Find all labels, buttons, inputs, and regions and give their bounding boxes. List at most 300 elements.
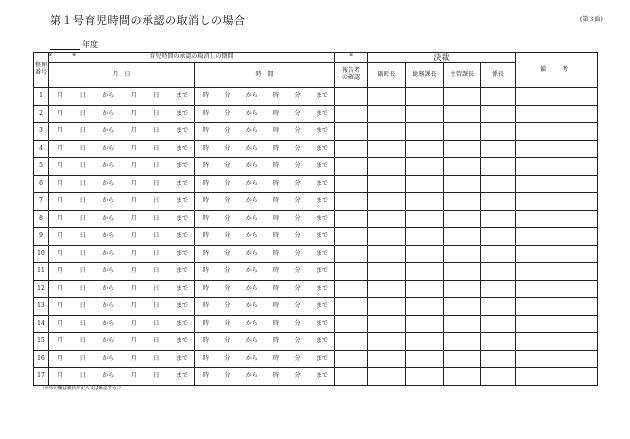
time-range-cell-part: 分 (294, 162, 301, 170)
date-range-cell-part: 月 (130, 232, 137, 240)
decision-cell-1[interactable] (406, 280, 444, 298)
time-range-cell[interactable] (195, 333, 335, 351)
decision-cell-3[interactable] (481, 123, 516, 141)
table-row (34, 88, 598, 106)
notes-cell[interactable] (516, 193, 598, 211)
decision-cell-3[interactable] (481, 88, 516, 106)
decision-cell-1[interactable] (406, 368, 444, 386)
decision-cell-0[interactable] (368, 333, 406, 351)
checker-cell[interactable] (335, 175, 368, 193)
row-number: 7 (34, 193, 49, 211)
decision-cell-2[interactable] (444, 175, 481, 193)
decision-cell-1[interactable] (406, 140, 444, 158)
date-range-cell[interactable] (49, 123, 195, 141)
decision-cell-3[interactable] (481, 298, 516, 316)
time-range-cell-part: 時 (203, 127, 210, 135)
table-row (34, 245, 598, 263)
decision-cell-3[interactable] (481, 315, 516, 333)
time-range-cell-part: まで (315, 372, 328, 380)
date-range-cell-part: 日 (79, 354, 86, 362)
decision-cell-0[interactable] (368, 193, 406, 211)
decision-cell-2[interactable] (444, 158, 481, 176)
notes-cell[interactable] (516, 350, 598, 368)
time-range-cell-part: 分 (294, 319, 301, 327)
decision-cell-3[interactable] (481, 245, 516, 263)
date-range-cell-part: まで (175, 109, 188, 117)
decision-cell-2[interactable] (444, 193, 481, 211)
time-range-cell[interactable] (195, 175, 335, 193)
time-range-cell-part: まで (315, 144, 328, 152)
date-range-cell-part: から (102, 144, 115, 152)
time-range-cell-part: 分 (224, 214, 231, 222)
row-number: 2 (34, 105, 49, 123)
decision-cell-0[interactable] (368, 123, 406, 141)
date-range-cell-part: から (102, 109, 115, 117)
page-title: 第１号育児時間の承認の取消しの場合 (50, 14, 246, 27)
date-range-cell-part: 月 (130, 302, 137, 310)
date-range-cell[interactable] (49, 210, 195, 228)
date-range-cell[interactable] (49, 88, 195, 106)
date-range-cell-part: 日 (153, 372, 160, 380)
time-range-cell-part: 時 (273, 267, 280, 275)
table-row (34, 368, 598, 386)
date-range-cell-part: 月 (57, 162, 64, 170)
date-range-cell[interactable] (49, 158, 195, 176)
decision-cell-0[interactable] (368, 315, 406, 333)
decision-group-header: 決裁 (368, 53, 516, 63)
date-range-cell-part: 日 (153, 109, 160, 117)
time-range-cell-part: まで (315, 354, 328, 362)
table-row (34, 193, 598, 211)
decision-cell-1[interactable] (406, 158, 444, 176)
decision-cell-2[interactable] (444, 315, 481, 333)
decision-cell-3[interactable] (481, 105, 516, 123)
checker-cell[interactable] (335, 140, 368, 158)
table-row (34, 315, 598, 333)
time-range-cell-part: から (245, 197, 258, 205)
row-number: 14 (34, 315, 49, 333)
checker-cell[interactable] (335, 193, 368, 211)
decision-cell-1[interactable] (406, 298, 444, 316)
notes-cell[interactable] (516, 315, 598, 333)
date-range-cell-part: まで (175, 144, 188, 152)
time-range-cell-part: 時 (273, 249, 280, 257)
time-range-cell-part: まで (315, 214, 328, 222)
date-range-cell-part: 月 (130, 144, 137, 152)
period-group-header (49, 53, 335, 63)
row-number: 16 (34, 350, 49, 368)
decision-cell-0[interactable] (368, 263, 406, 281)
time-range-cell-part: 時 (203, 144, 210, 152)
decision-cell-2[interactable] (444, 333, 481, 351)
date-range-cell[interactable] (49, 280, 195, 298)
checker-marker-cell (335, 53, 368, 63)
time-range-cell-part: 時 (273, 127, 280, 135)
date-range-cell-part: から (102, 214, 115, 222)
notes-cell[interactable] (516, 298, 598, 316)
notes-cell[interactable] (516, 175, 598, 193)
date-range-cell-part: から (102, 337, 115, 345)
decision-cell-1[interactable] (406, 105, 444, 123)
date-range-cell[interactable] (49, 245, 195, 263)
date-range-cell-part: まで (175, 127, 188, 135)
decision-cell-1[interactable] (406, 333, 444, 351)
date-range-cell[interactable] (49, 105, 195, 123)
date-range-cell-part: 日 (79, 179, 86, 187)
decision-cell-1[interactable] (406, 175, 444, 193)
decision-cell-0[interactable] (368, 105, 406, 123)
year-label: 年度 (82, 40, 98, 49)
row-number: 4 (34, 140, 49, 158)
time-range-cell[interactable] (195, 140, 335, 158)
checker-cell[interactable] (335, 263, 368, 281)
time-range-cell-part: から (245, 267, 258, 275)
date-range-cell-part: 日 (153, 179, 160, 187)
decision-cell-3[interactable] (481, 158, 516, 176)
date-range-cell-part: 日 (153, 214, 160, 222)
decision-cell-0[interactable] (368, 158, 406, 176)
time-range-cell[interactable] (195, 88, 335, 106)
date-range-cell-part: 日 (79, 109, 86, 117)
row-number: 6 (34, 175, 49, 193)
date-range-cell-part: 月 (130, 214, 137, 222)
checker-cell[interactable] (335, 105, 368, 123)
decision-cell-0[interactable] (368, 175, 406, 193)
notes-cell[interactable] (516, 245, 598, 263)
date-range-cell-part: 月 (130, 319, 137, 327)
serial-header-label: 整理 番号 (34, 62, 47, 77)
checker-cell[interactable] (335, 123, 368, 141)
decision-cell-0[interactable] (368, 228, 406, 246)
time-range-cell-part: 分 (294, 354, 301, 362)
date-range-cell[interactable] (49, 315, 195, 333)
time-range-cell-part: 分 (224, 232, 231, 240)
time-range-cell[interactable] (195, 105, 335, 123)
form-number: (第３面) (580, 16, 603, 23)
footnote: （※印の欄は職員が記入又は確認する。） (40, 386, 124, 391)
row-number: 1 (34, 88, 49, 106)
time-range-cell-part: から (245, 109, 258, 117)
time-range-cell-part: 分 (294, 127, 301, 135)
date-range-cell-part: まで (175, 337, 188, 345)
decision-cell-2[interactable] (444, 280, 481, 298)
checker-cell[interactable] (335, 315, 368, 333)
decision-cell-2[interactable] (444, 245, 481, 263)
row-number: 3 (34, 123, 49, 141)
checker-cell[interactable] (335, 210, 368, 228)
notes-cell[interactable] (516, 228, 598, 246)
date-range-cell[interactable] (49, 298, 195, 316)
decision-cell-2[interactable] (444, 210, 481, 228)
date-range-cell-part: 日 (79, 144, 86, 152)
decision-cell-3[interactable] (481, 210, 516, 228)
decision-cell-0[interactable] (368, 298, 406, 316)
time-range-cell-part: 時 (273, 109, 280, 117)
date-range-cell-part: 月 (130, 267, 137, 275)
date-range-cell-part: 日 (79, 214, 86, 222)
date-range-cell-part: 日 (79, 319, 86, 327)
date-header: 月 日 (49, 63, 195, 88)
checker-cell[interactable] (335, 158, 368, 176)
cancellation-table (33, 52, 598, 386)
date-range-cell-part: 日 (79, 92, 86, 99)
date-range-cell-part: から (102, 354, 115, 362)
date-range-cell-part: 月 (130, 127, 137, 135)
time-range-cell-part: まで (315, 232, 328, 240)
date-range-cell-part: から (102, 232, 115, 240)
year-field (50, 39, 98, 50)
time-range-cell[interactable] (195, 158, 335, 176)
notes-cell[interactable] (516, 280, 598, 298)
date-range-cell[interactable] (49, 350, 195, 368)
time-range-cell-part: まで (315, 267, 328, 275)
notes-cell[interactable] (516, 140, 598, 158)
time-range-cell-part: 時 (273, 302, 280, 310)
decision-cell-1[interactable] (406, 123, 444, 141)
time-range-cell-part: 分 (294, 302, 301, 310)
decision-cell-1[interactable] (406, 245, 444, 263)
time-range-cell-part: から (245, 302, 258, 310)
decision-cell-0[interactable] (368, 140, 406, 158)
decision-cell-2[interactable] (444, 105, 481, 123)
time-range-cell[interactable] (195, 245, 335, 263)
time-range-cell-part: 分 (294, 179, 301, 187)
decision-cell-1[interactable] (406, 350, 444, 368)
time-range-cell-part: まで (315, 179, 328, 187)
time-range-cell-part: まで (315, 197, 328, 205)
decision-cell-2[interactable] (444, 263, 481, 281)
year-blank[interactable] (50, 41, 80, 50)
decision-cell-3[interactable] (481, 228, 516, 246)
notes-cell[interactable] (516, 333, 598, 351)
date-range-cell-part: 日 (153, 127, 160, 135)
date-range-cell-part: 日 (79, 284, 86, 292)
table-row (34, 228, 598, 246)
date-range-cell-part: 月 (130, 337, 137, 345)
date-range-cell-part: から (102, 319, 115, 327)
decision-cell-0[interactable] (368, 88, 406, 106)
decision-cell-2[interactable] (444, 123, 481, 141)
date-range-cell-part: 日 (153, 144, 160, 152)
table-row (34, 298, 598, 316)
decision-cell-1[interactable] (406, 88, 444, 106)
checker-cell[interactable] (335, 350, 368, 368)
row-number: 15 (34, 333, 49, 351)
date-range-cell-part: 日 (153, 162, 160, 170)
time-range-cell-part: 分 (294, 92, 301, 99)
date-range-cell-part: まで (175, 249, 188, 257)
time-range-cell-part: 分 (224, 284, 231, 292)
decision-cell-2[interactable] (444, 368, 481, 386)
notes-cell[interactable] (516, 263, 598, 281)
notes-cell[interactable] (516, 105, 598, 123)
date-range-cell-part: 月 (57, 354, 64, 362)
date-range-cell-part: 日 (79, 372, 86, 380)
date-range-cell-part: 月 (57, 144, 64, 152)
date-range-cell-part: 日 (153, 284, 160, 292)
table-row (34, 140, 598, 158)
time-range-cell-part: 時 (273, 144, 280, 152)
decision-cell-1[interactable] (406, 315, 444, 333)
date-range-cell-part: 月 (130, 162, 137, 170)
notes-cell[interactable] (516, 123, 598, 141)
time-range-cell-part: 時 (273, 337, 280, 345)
time-range-cell-part: 時 (203, 92, 210, 99)
date-range-cell-part: まで (175, 284, 188, 292)
date-range-cell-part: 月 (57, 372, 64, 380)
time-range-cell-part: から (245, 232, 258, 240)
decision-cell-0[interactable] (368, 350, 406, 368)
decision-cell-3[interactable] (481, 175, 516, 193)
date-range-cell-part: 月 (130, 249, 137, 257)
time-range-cell-part: 時 (203, 179, 210, 187)
checker-cell[interactable] (335, 368, 368, 386)
checker-cell[interactable] (335, 298, 368, 316)
time-range-cell-part: 時 (273, 179, 280, 187)
date-range-cell-part: まで (175, 179, 188, 187)
date-range-cell-part: 日 (79, 249, 86, 257)
row-number: 17 (34, 368, 49, 386)
time-range-cell-part: から (245, 354, 258, 362)
time-range-cell-part: 分 (294, 197, 301, 205)
time-range-cell[interactable] (195, 368, 335, 386)
time-range-cell-part: から (245, 92, 258, 99)
time-range-cell-part: 時 (203, 162, 210, 170)
time-range-cell-part: 時 (273, 162, 280, 170)
decision-cell-2[interactable] (444, 350, 481, 368)
time-range-cell-part: 分 (224, 92, 231, 99)
time-range-cell-part: 時 (203, 232, 210, 240)
decision-cell-2[interactable] (444, 140, 481, 158)
date-range-cell-part: 月 (57, 214, 64, 222)
checker-header: 報告者 の確認 (335, 63, 368, 88)
time-range-cell-part: 分 (224, 144, 231, 152)
date-range-cell-part: 日 (79, 302, 86, 310)
date-range-cell-part: 月 (57, 92, 64, 99)
time-range-cell-part: 時 (273, 92, 280, 99)
table-row (34, 210, 598, 228)
decision-cell-2[interactable] (444, 298, 481, 316)
time-range-cell[interactable] (195, 280, 335, 298)
checker-cell[interactable] (335, 333, 368, 351)
time-range-cell[interactable] (195, 350, 335, 368)
date-range-cell-part: 日 (79, 162, 86, 170)
table-row (34, 105, 598, 123)
date-range-cell-part: 月 (130, 284, 137, 292)
time-range-cell[interactable] (195, 298, 335, 316)
decision-cell-1[interactable] (406, 263, 444, 281)
decision-header-2: 主管課長 (444, 63, 481, 88)
decision-cell-3[interactable] (481, 350, 516, 368)
time-range-cell-part: まで (315, 302, 328, 310)
decision-cell-1[interactable] (406, 210, 444, 228)
time-range-cell-part: まで (315, 284, 328, 292)
decision-cell-3[interactable] (481, 140, 516, 158)
decision-cell-0[interactable] (368, 245, 406, 263)
decision-cell-0[interactable] (368, 210, 406, 228)
notes-cell[interactable] (516, 88, 598, 106)
time-range-cell[interactable] (195, 263, 335, 281)
row-number: 12 (34, 280, 49, 298)
time-range-cell-part: から (245, 319, 258, 327)
time-range-cell-part: 時 (273, 319, 280, 327)
time-range-cell-part: 分 (224, 354, 231, 362)
checker-cell[interactable] (335, 280, 368, 298)
date-range-cell-part: まで (175, 92, 188, 99)
row-number: 10 (34, 245, 49, 263)
decision-cell-3[interactable] (481, 333, 516, 351)
time-range-cell[interactable] (195, 210, 335, 228)
date-range-cell-part: 日 (153, 232, 160, 240)
serial-marker: ※ (48, 52, 53, 58)
date-range-cell-part: 日 (79, 232, 86, 240)
checker-cell[interactable] (335, 88, 368, 106)
decision-cell-1[interactable] (406, 193, 444, 211)
date-range-cell[interactable] (49, 175, 195, 193)
time-header: 時 間 (195, 63, 335, 88)
table-row (34, 280, 598, 298)
decision-cell-1[interactable] (406, 228, 444, 246)
date-range-cell-part: 月 (130, 354, 137, 362)
date-range-cell-part: 月 (130, 109, 137, 117)
time-range-cell-part: 分 (294, 214, 301, 222)
date-range-cell[interactable] (49, 333, 195, 351)
date-range-cell[interactable] (49, 140, 195, 158)
notes-cell[interactable] (516, 210, 598, 228)
time-range-cell[interactable] (195, 193, 335, 211)
decision-cell-2[interactable] (444, 228, 481, 246)
table-row (34, 333, 598, 351)
decision-cell-3[interactable] (481, 368, 516, 386)
time-range-cell[interactable] (195, 315, 335, 333)
time-range-cell-part: から (245, 249, 258, 257)
date-range-cell[interactable] (49, 368, 195, 386)
table-row (34, 350, 598, 368)
time-range-cell-part: 分 (224, 319, 231, 327)
date-range-cell[interactable] (49, 228, 195, 246)
decision-header-0: 副町長 (368, 63, 406, 88)
decision-cell-3[interactable] (481, 193, 516, 211)
decision-cell-3[interactable] (481, 263, 516, 281)
date-range-cell-part: 日 (79, 337, 86, 345)
time-range-cell-part: 時 (203, 197, 210, 205)
notes-cell[interactable] (516, 158, 598, 176)
time-range-cell[interactable] (195, 228, 335, 246)
period-marker: ※ (72, 52, 77, 58)
date-range-cell-part: から (102, 249, 115, 257)
decision-header-1: 総務課長 (406, 63, 444, 88)
notes-cell[interactable] (516, 368, 598, 386)
date-range-cell[interactable] (49, 263, 195, 281)
row-number: 13 (34, 298, 49, 316)
date-range-cell-part: 月 (57, 284, 64, 292)
checker-cell[interactable] (335, 245, 368, 263)
date-range-cell-part: 月 (57, 109, 64, 117)
time-range-cell-part: まで (315, 337, 328, 345)
decision-cell-0[interactable] (368, 368, 406, 386)
date-range-cell-part: 月 (130, 179, 137, 187)
checker-cell[interactable] (335, 228, 368, 246)
date-range-cell-part: 月 (57, 302, 64, 310)
decision-cell-3[interactable] (481, 280, 516, 298)
decision-cell-2[interactable] (444, 88, 481, 106)
decision-cell-0[interactable] (368, 280, 406, 298)
time-range-cell[interactable] (195, 123, 335, 141)
time-range-cell-part: 時 (203, 267, 210, 275)
date-range-cell[interactable] (49, 193, 195, 211)
date-range-cell-part: 日 (153, 319, 160, 327)
time-range-cell-part: 分 (224, 109, 231, 117)
